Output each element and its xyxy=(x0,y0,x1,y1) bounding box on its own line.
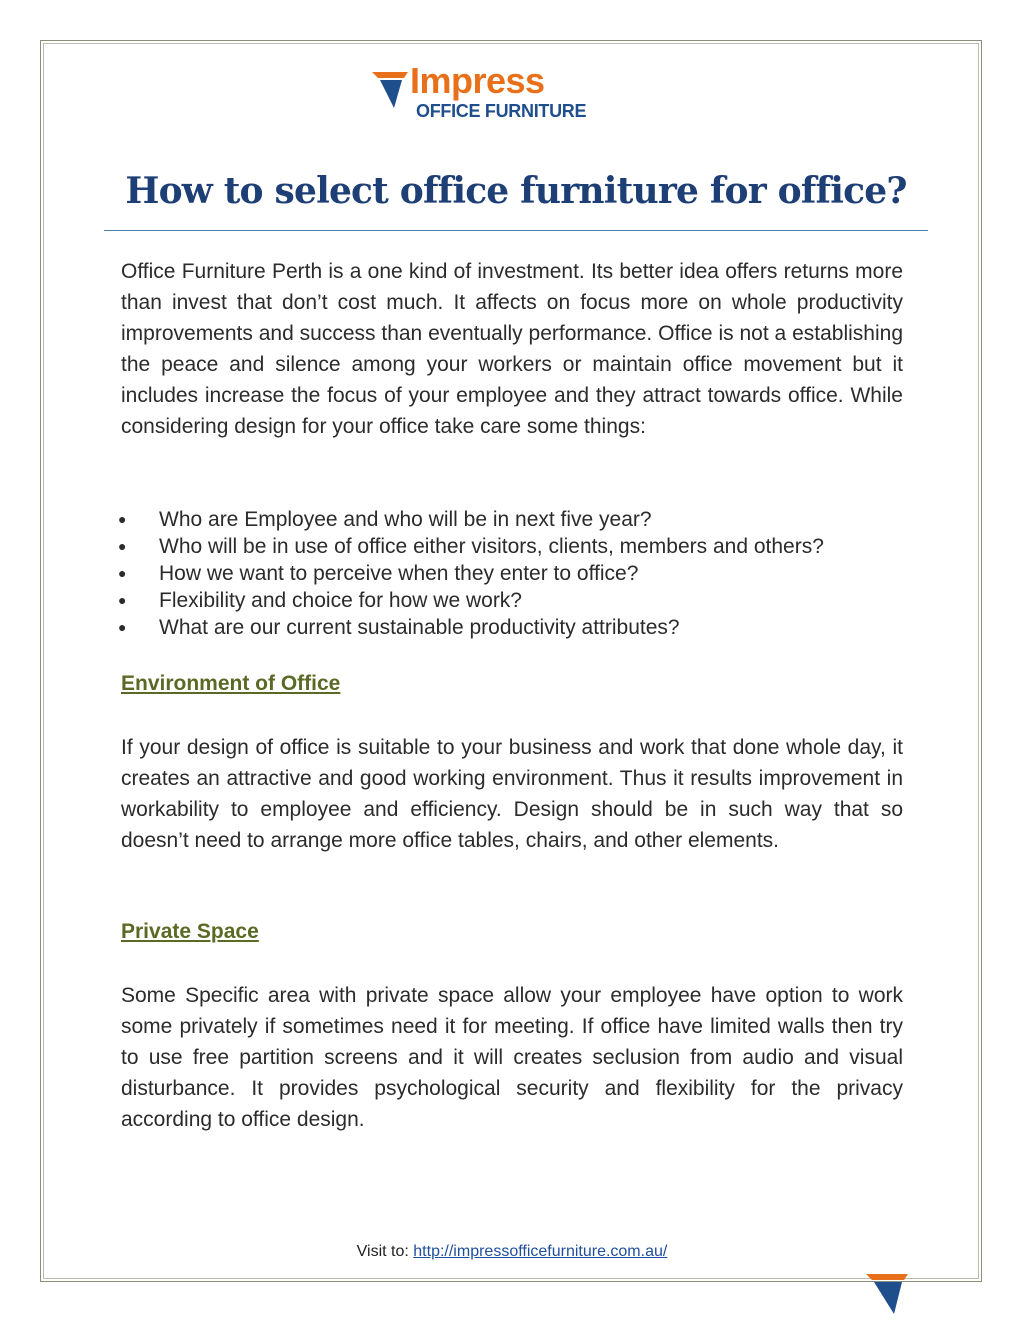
company-logo xyxy=(372,60,662,126)
section-heading-private-space: Private Space xyxy=(121,920,259,943)
impress-arrow-logo-icon xyxy=(372,68,408,108)
intro-paragraph: Office Furniture Perth is a one kind of investment. Its better idea offers returns more than invest that don’t cost much. It affects on focus more on whole productivity improvements and success than eventually performance. Office is not a establishing the peace and silence among your workers or maintain office movement but it includes increase the focus of your employee and they attract towards office. While considering design for your office take care some things: xyxy=(121,260,903,438)
corner-logo-icon xyxy=(866,1270,912,1316)
logo-subtitle: OFFICE FURNITURE xyxy=(416,101,587,121)
private-space-paragraph: Some Specific area with private space allow your employee have option to work some privately if sometimes need it for meeting. If office have limited walls then try to use free partition screens and it will creates seclusion from audio and visual disturbance. It provides psychological security and flexibility for the privacy according to office design. xyxy=(121,984,903,1131)
environment-paragraph: If your design of office is suitable to your business and work that done whole day, it creates an attractive and good working environment. Thus it results improvement in workability to employee and efficiency. Design should be in such way that so doesn’t need to arrange more office tables, chairs, and other elements. xyxy=(121,736,903,852)
section-heading-environment: Environment of Office xyxy=(121,672,341,695)
footer-prefix: Visit to: xyxy=(356,1243,414,1260)
bullet-icon: ● xyxy=(118,619,127,635)
list-item: ● Flexibility and choice for how we work? xyxy=(118,589,522,612)
logo-brand: Impress xyxy=(410,60,545,101)
page-title: How to select office furniture for office? xyxy=(125,170,907,212)
website-link[interactable]: http://impressofficefurniture.com.au/ xyxy=(413,1243,668,1260)
footer xyxy=(0,1243,1024,1261)
bullet-icon: ● xyxy=(118,592,127,608)
bullet-icon: ● xyxy=(118,565,127,581)
list-item: ● What are our current sustainable productivity attributes? xyxy=(118,616,680,639)
considerations-list xyxy=(116,506,916,641)
list-item: ● Who are Employee and who will be in next five year? xyxy=(118,508,652,531)
bullet-icon: ● xyxy=(118,538,127,554)
list-item: ● Who will be in use of office either visitors, clients, members and others? xyxy=(118,535,824,558)
list-item: ● How we want to perceive when they enter to office? xyxy=(118,562,639,585)
bullet-icon: ● xyxy=(118,511,127,527)
title-underline xyxy=(104,230,928,231)
